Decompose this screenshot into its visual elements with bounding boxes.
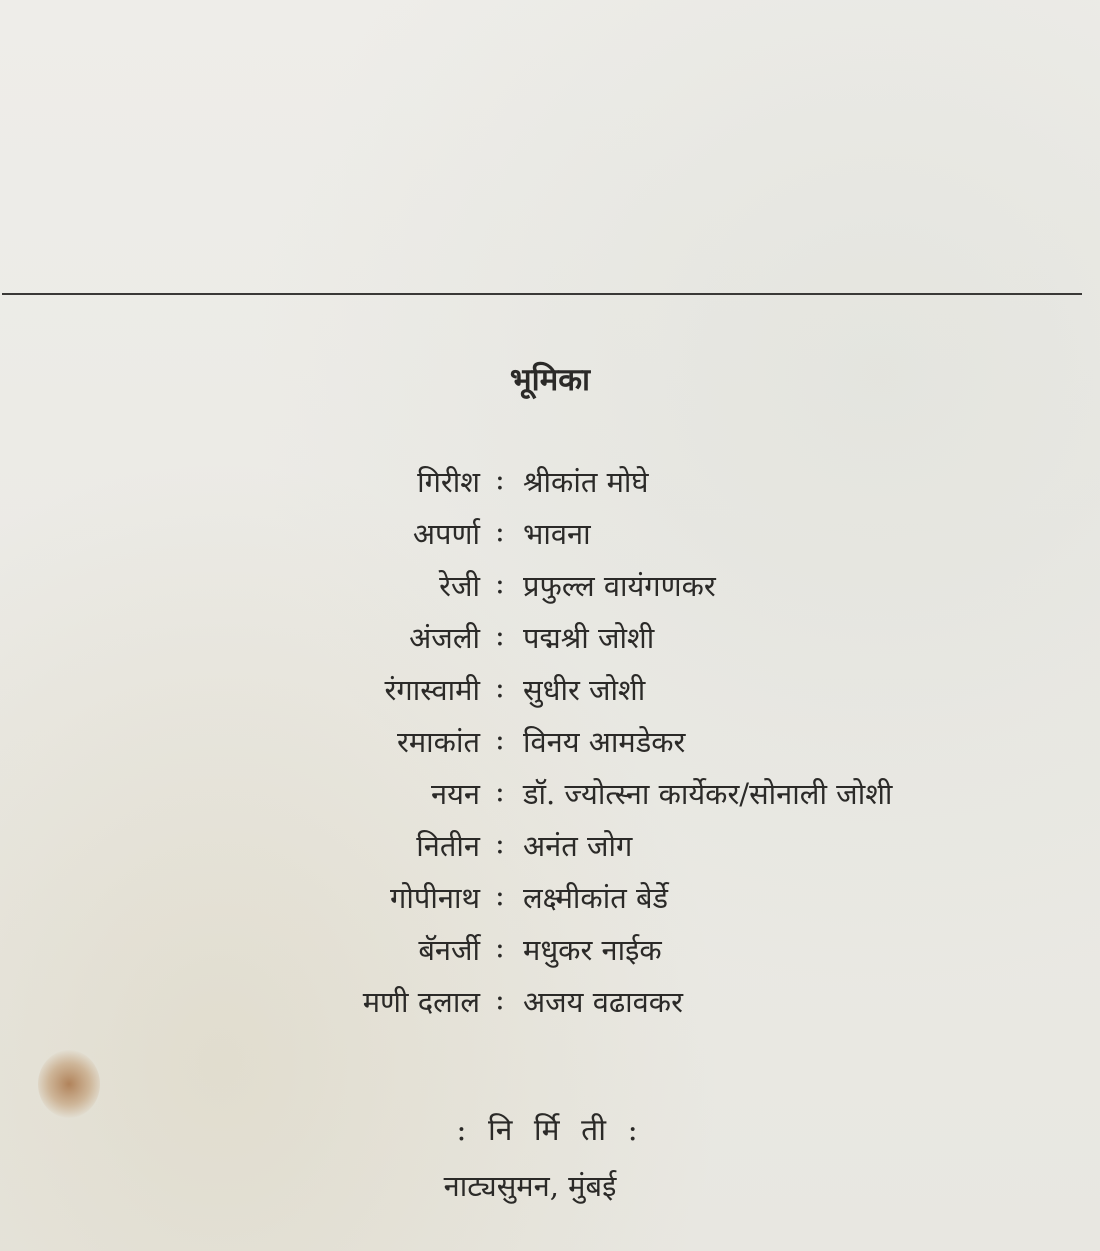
cast-row <box>0 930 1100 980</box>
cast-role: गोपीनाथ <box>390 881 480 915</box>
cast-separator: : <box>495 826 505 860</box>
cast-actor: डॉ. ज्योत्स्ना कार्येकर/सोनाली जोशी <box>523 777 893 811</box>
cast-separator: : <box>495 462 505 496</box>
cast-actor: पद्मश्री जोशी <box>523 621 655 655</box>
cast-role: रेजी <box>439 569 480 603</box>
cast-separator: : <box>495 930 505 964</box>
cast-role: नयन <box>430 777 480 811</box>
cast-row <box>0 670 1100 720</box>
cast-separator: : <box>495 774 505 808</box>
cast-role: अपर्णा <box>412 517 480 551</box>
cast-actor: श्रीकांत मोघे <box>523 465 649 499</box>
cast-actor: सुधीर जोशी <box>523 673 646 707</box>
cast-actor: अनंत जोग <box>523 829 633 863</box>
cast-role: रमाकांत <box>396 725 480 759</box>
cast-row <box>0 618 1100 668</box>
horizontal-divider <box>2 293 1082 295</box>
cast-row <box>0 878 1100 928</box>
cast-role: मणी दलाल <box>362 985 480 1019</box>
cast-role: नितीन <box>416 829 480 863</box>
cast-separator: : <box>495 514 505 548</box>
cast-actor: विनय आमडेकर <box>523 725 686 759</box>
cast-row <box>0 566 1100 616</box>
cast-actor: अजय वढावकर <box>523 985 683 1019</box>
cast-actor: मधुकर नाईक <box>523 933 662 967</box>
cast-separator: : <box>495 878 505 912</box>
cast-separator: : <box>495 670 505 704</box>
cast-separator: : <box>495 722 505 756</box>
cast-actor: प्रफुल्ल वायंगणकर <box>523 569 716 603</box>
cast-separator: : <box>495 566 505 600</box>
cast-separator: : <box>495 618 505 652</box>
cast-actor: भावना <box>523 517 591 551</box>
cast-row <box>0 462 1100 512</box>
cast-role: अंजली <box>409 621 480 655</box>
cast-row <box>0 722 1100 772</box>
cast-separator: : <box>495 982 505 1016</box>
cast-role: गिरीश <box>417 465 480 499</box>
cast-actor: लक्ष्मीकांत बेर्डे <box>523 881 669 915</box>
cast-row <box>0 982 1100 1032</box>
production-heading: : नि र्मि ती : <box>456 1113 644 1148</box>
cast-row <box>0 774 1100 824</box>
cast-row <box>0 514 1100 564</box>
production-company: नाट्यसुमन, मुंबई <box>443 1169 617 1203</box>
cast-heading: भूमिका <box>509 362 591 398</box>
cast-role: बॅनर्जी <box>418 933 480 967</box>
cast-row <box>0 826 1100 876</box>
cast-role: रंगास्वामी <box>384 673 480 707</box>
